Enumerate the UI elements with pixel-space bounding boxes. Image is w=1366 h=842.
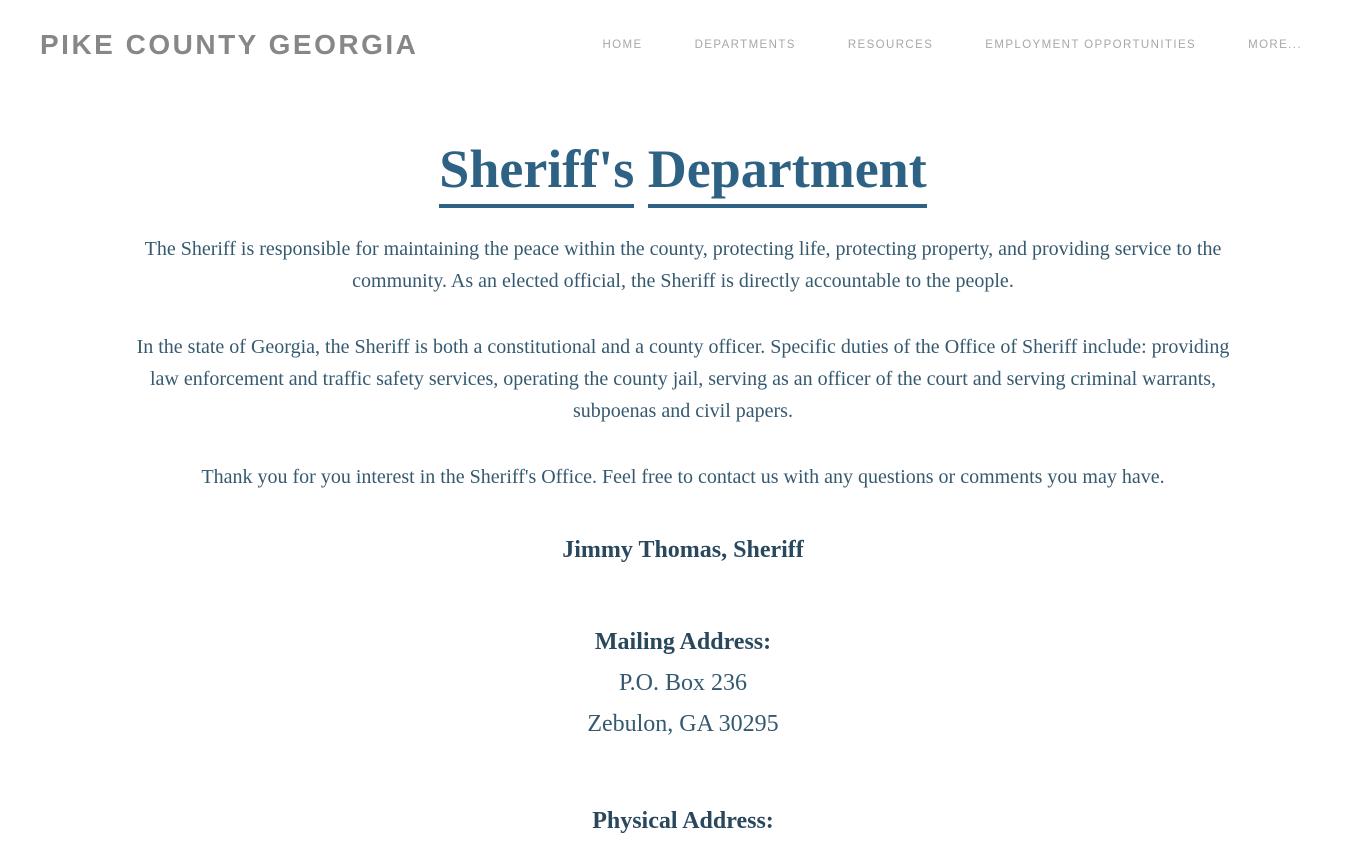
mailing-address-block [135,622,1231,745]
main-nav [602,39,1302,51]
nav-item-resources[interactable]: RESOURCES [847,39,934,51]
page-content [135,140,1231,842]
nav-item-departments[interactable]: DEPARTMENTS [694,39,796,51]
site-header [0,0,1366,90]
physical-address-heading: Physical Address: [592,808,774,835]
mailing-address-heading: Mailing Address: [594,629,772,656]
page-title [135,140,1231,199]
site-logo[interactable]: PIKE COUNTY GEORGIA [40,29,419,60]
nav-item-more[interactable]: MORE... [1248,39,1302,51]
duties-paragraph: In the state of Georgia, the Sheriff is both a constitutional and a county officer. Specific duties of the Office of Sheriff include: providing law enforcement and traffic safety services, operating the county jail, serving as an officer of the court and serving criminal warrants, subpoenas and civil papers. [136,336,1230,423]
mailing-address-line-2: Zebulon, GA 30295 [587,711,779,738]
page-title-link-word-1[interactable]: Sheriff's [439,139,634,208]
nav-item-employment-opportunities[interactable]: EMPLOYMENT OPPORTUNITIES [985,39,1197,51]
mailing-address-line-1: P.O. Box 236 [618,670,748,697]
thank-you-paragraph: Thank you for you interest in the Sheriff's Office. Feel free to contact us with any questions or comments you may have. [201,466,1165,489]
nav-item-home[interactable]: HOME [602,39,643,51]
intro-paragraph: The Sheriff is responsible for maintaining the peace within the county, protecting life, protecting property, and providing service to the community. As an elected official, the Sheriff is directly accountable to the people. [144,238,1222,293]
page-title-link-word-2[interactable]: Department [648,139,927,208]
sheriff-name: Jimmy Thomas, Sheriff [562,537,804,564]
